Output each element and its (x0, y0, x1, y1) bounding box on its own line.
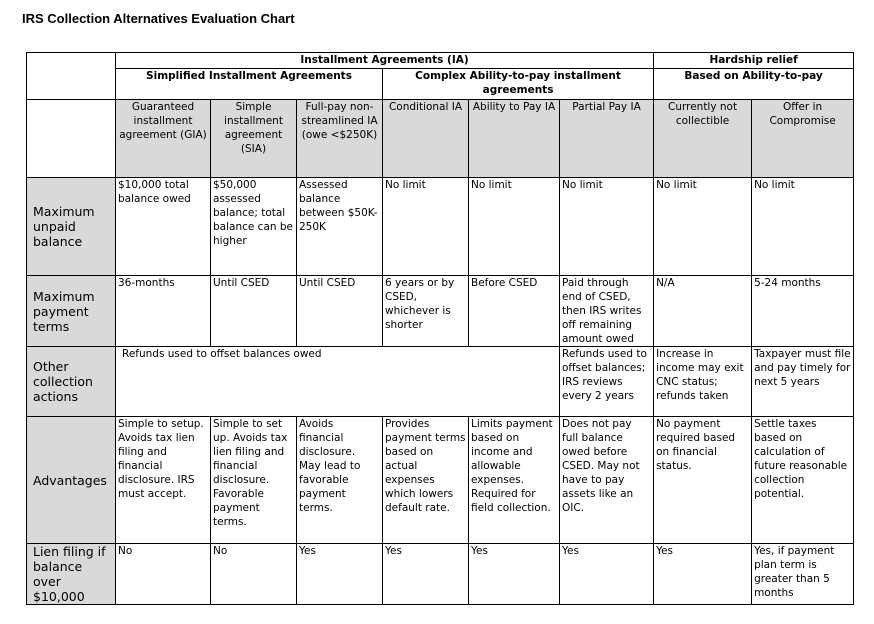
table-cell: Provides payment terms based on actual expenses which lowers default rate. (383, 417, 469, 544)
table-cell: Taxpayer must file and pay timely for next 5 years (752, 347, 854, 417)
table-cell: Assessed balance between $50K-250K (297, 178, 383, 276)
table-cell: Refunds used to offset balances; IRS reviews every 2 years (560, 347, 654, 417)
merged-cell: Refunds used to offset balances owed (116, 347, 560, 417)
table-cell: Yes (297, 544, 383, 605)
column-header: Conditional IA (383, 100, 469, 178)
table-cell: No (116, 544, 211, 605)
row-label: Maximum unpaid balance (27, 178, 116, 276)
column-header: Guaranteed installment agreement (GIA) (116, 100, 211, 178)
chart-title: IRS Collection Alternatives Evaluation Chart (22, 11, 295, 26)
table-cell: Does not pay full balance owed before CSED. May not have to pay assets like an OIC. (560, 417, 654, 544)
table-cell: $50,000 assessed balance; total balance can be higher (211, 178, 297, 276)
corner-cell-lower (27, 100, 116, 178)
row-label: Advantages (27, 417, 116, 544)
column-header: Offer in Compromise (752, 100, 854, 178)
column-header: Simple installment agreement (SIA) (211, 100, 297, 178)
table-cell: Until CSED (211, 276, 297, 347)
subheader-complex: Complex Ability-to-pay installment agreements (383, 69, 654, 100)
table-cell: No (211, 544, 297, 605)
corner-cell (27, 53, 116, 100)
column-header: Partial Pay IA (560, 100, 654, 178)
table-cell: Yes (383, 544, 469, 605)
row-label: Other collection actions (27, 347, 116, 417)
table-cell: Avoids financial disclosure. May lead to favorable payment terms. (297, 417, 383, 544)
row-label: Lien filing if balance over $10,000 (27, 544, 116, 605)
table-cell: 36-months (116, 276, 211, 347)
column-header: Full-pay non-streamlined IA (owe <$250K) (297, 100, 383, 178)
group-header-ia: Installment Agreements (IA) (116, 53, 654, 69)
column-header: Ability to Pay IA (469, 100, 560, 178)
table-cell: 5-24 months (752, 276, 854, 347)
table-cell: Simple to setup. Avoids tax lien filing and financial disclosure. IRS must accept. (116, 417, 211, 544)
table-cell: No limit (560, 178, 654, 276)
subheader-simplified: Simplified Installment Agreements (116, 69, 383, 100)
table-cell: No limit (654, 178, 752, 276)
collection-alternatives-table (26, 52, 854, 605)
table-cell: No limit (752, 178, 854, 276)
column-header: Currently not collectible (654, 100, 752, 178)
table-cell: 6 years or by CSED, whichever is shorter (383, 276, 469, 347)
table-cell: Yes (654, 544, 752, 605)
table-cell: No limit (469, 178, 560, 276)
table-cell: Yes (560, 544, 654, 605)
table-cell: Settle taxes based on calculation of future reasonable collection potential. (752, 417, 854, 544)
table-cell: $10,000 total balance owed (116, 178, 211, 276)
row-label: Maximum payment terms (27, 276, 116, 347)
table-cell: Increase in income may exit CNC status; refunds taken (654, 347, 752, 417)
table-cell: No payment required based on financial status. (654, 417, 752, 544)
table-cell: Paid through end of CSED, then IRS writes off remaining amount owed (560, 276, 654, 347)
table-cell: Yes, if payment plan term is greater than 5 months (752, 544, 854, 605)
table-cell: Limits payment based on income and allowable expenses. Required for field collection. (469, 417, 560, 544)
table-cell: No limit (383, 178, 469, 276)
group-header-hardship: Hardship relief (654, 53, 854, 69)
table-cell: N/A (654, 276, 752, 347)
table-cell: Yes (469, 544, 560, 605)
subheader-ability: Based on Ability-to-pay (654, 69, 854, 100)
table-cell: Before CSED (469, 276, 560, 347)
table-cell: Until CSED (297, 276, 383, 347)
table-cell: Simple to set up. Avoids tax lien filing and financial disclosure. Favorable payment terms. (211, 417, 297, 544)
